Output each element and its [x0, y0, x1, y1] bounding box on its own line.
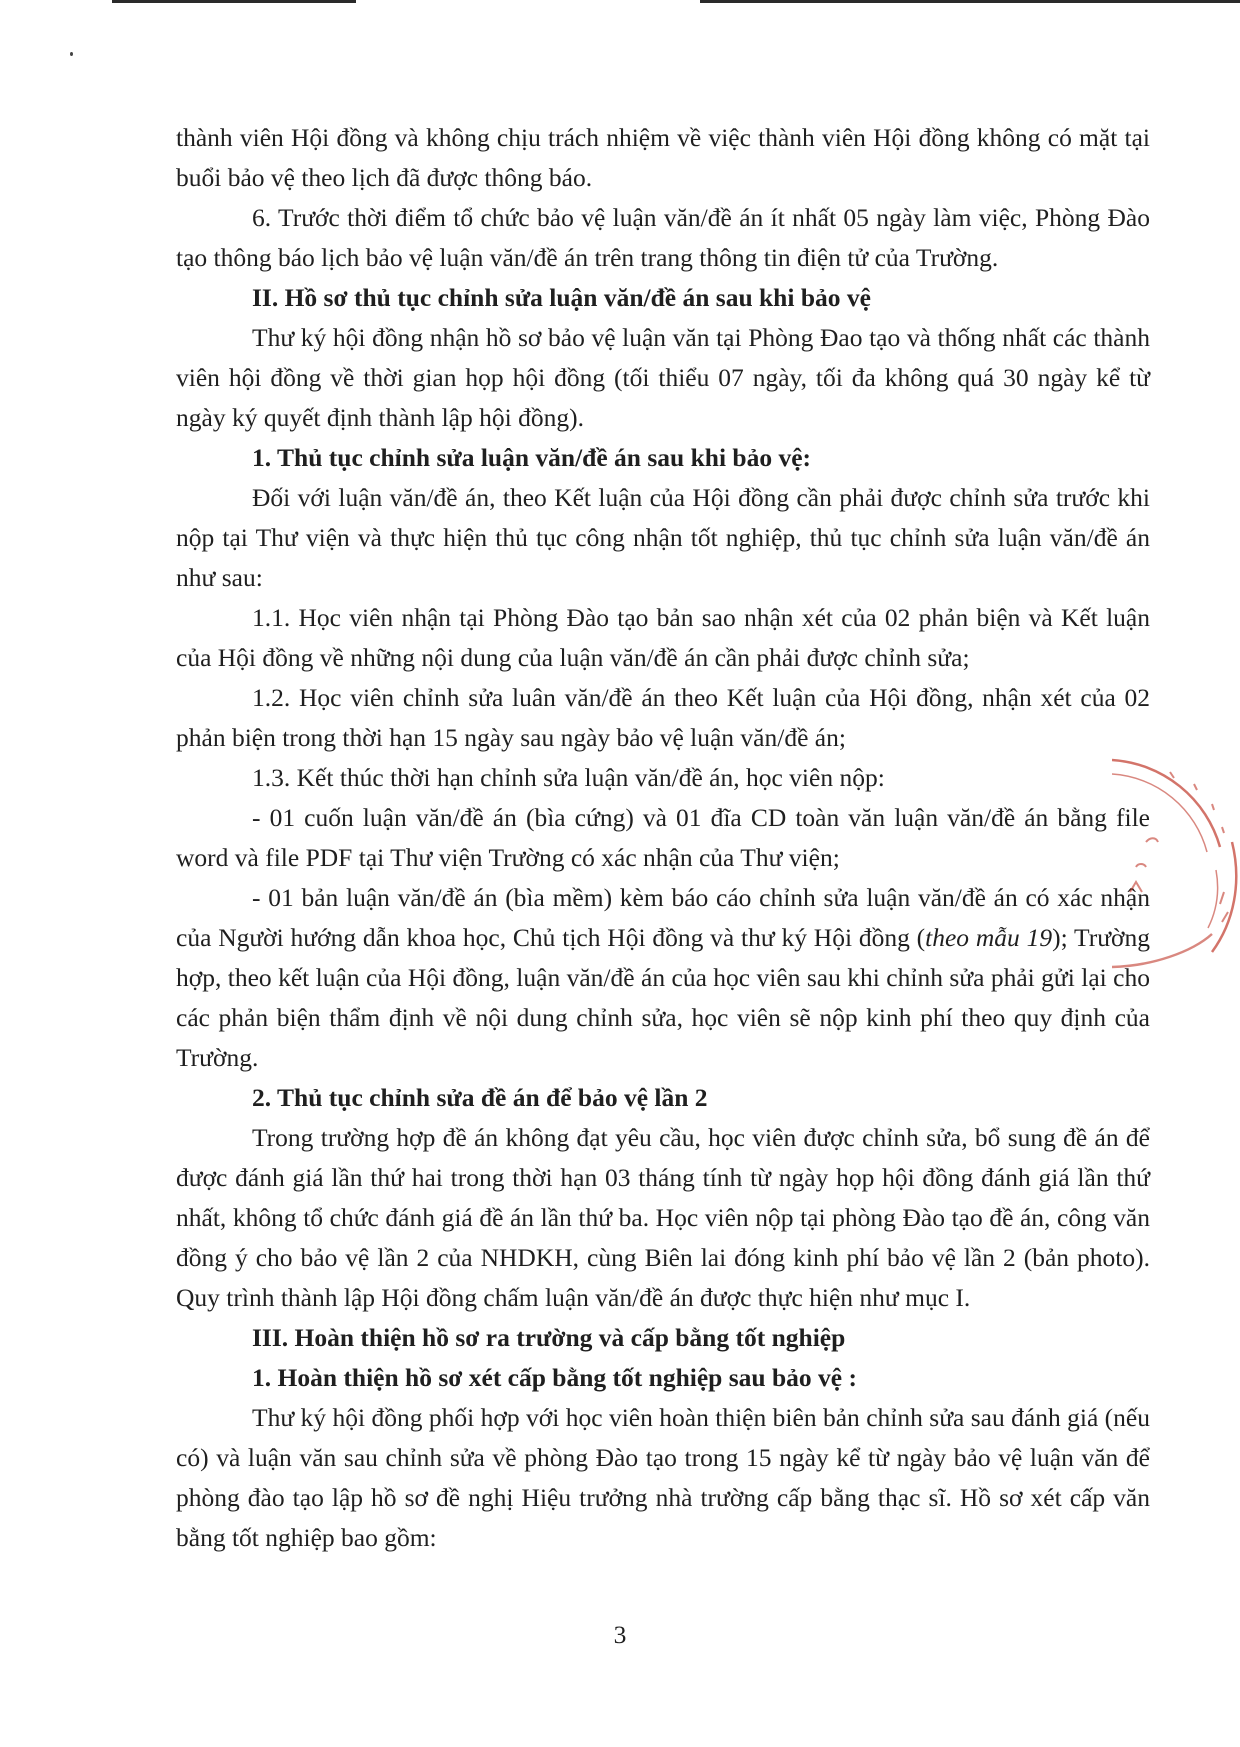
paragraph: 1.3. Kết thúc thời hạn chỉnh sửa luận văn/đề án, học viên nộp:: [252, 763, 885, 792]
paragraph: thành viên Hội đồng và không chịu trách nhiệm về việc thành viên Hội đồng không có mặt tại buổi bảo vệ theo lịch đã được thông báo.: [176, 123, 1150, 192]
paragraph: - 01 bản luận văn/đề án (bìa mềm) kèm báo cáo chỉnh sửa luận văn/đề án có xác nhận của Người hướng dẫn khoa học, Chủ tịch Hội đồng và thư ký Hội đồng (theo mẫu 19); Trường hợp, theo kết luận của Hội đồng, luận văn/đề án của học viên sau khi chỉnh sửa phải gửi lại cho các phản biện thẩm định về nội dung chỉnh sửa, học viên sẽ nộp kinh phí theo quy định của Trường.: [176, 883, 1151, 1072]
paragraph-text: - 01 bản luận văn/đề án (bìa mềm) kèm báo cáo chỉnh sửa luận văn/đề án có xác nhận của Người hướng dẫn khoa học, Chủ tịch Hội đồng và thư ký Hội đồng: [176, 883, 1150, 952]
page-number: 3: [613, 1620, 627, 1649]
paragraph: 6. Trước thời điểm tổ chức bảo vệ luận văn/đề án ít nhất 05 ngày làm việc, Phòng Đào tạo thông báo lịch bảo vệ luận văn/đề án trên trang thông tin điện tử của Trường.: [176, 203, 1150, 272]
document-body: [176, 118, 1150, 1558]
paragraph: Thư ký hội đồng nhận hồ sơ bảo vệ luận văn tại Phòng Đao tạo và thống nhất các thành viên hội đồng về thời gian họp hội đồng (tối thiểu 07 ngày, tối đa không quá 30 ngày kể từ ngày ký quyết định thành lập hội đồng).: [176, 323, 1150, 432]
form-reference: theo mẫu 19: [925, 923, 1053, 952]
seal-stamp: [1112, 752, 1240, 982]
paragraph: Thư ký hội đồng phối hợp với học viên hoàn thiện biên bản chỉnh sửa sau đánh giá (nếu có) và luận văn sau chỉnh sửa về phòng Đào tạo trong 15 ngày kể từ ngày bảo vệ luận văn để phòng đào tạo lập hồ sơ đề nghị Hiệu trưởng nhà trường cấp bằng thạc sĩ. Hồ sơ xét cấp văn bằng tốt nghiệp bao gồm:: [176, 1403, 1150, 1552]
scan-edge-right: [700, 0, 1240, 3]
paragraph: 1.1. Học viên nhận tại Phòng Đào tạo bản sao nhận xét của 02 phản biện và Kết luận của Hội đồng về những nội dung của luận văn/đề án cần phải được chỉnh sửa;: [176, 603, 1150, 672]
scan-edge-left: [112, 0, 356, 3]
scan-speck: [70, 52, 73, 56]
subsection-heading: 2. Thủ tục chỉnh sửa đề án để bảo vệ lần 2: [252, 1083, 708, 1112]
section-heading: III. Hoàn thiện hồ sơ ra trường và cấp bằng tốt nghiệp: [252, 1323, 846, 1352]
paragraph-text-continued: ; Trường hợp, theo kết luận của Hội đồng, luận văn/đề án của học viên sau khi chỉnh sửa phải gửi lại cho các phản biện thẩm định về nội dung chỉnh sửa, học viên sẽ nộp kinh phí theo quy định của Trường.: [176, 923, 1151, 1072]
paragraph: 1.2. Học viên chỉnh sửa luân văn/đề án theo Kết luận của Hội đồng, nhận xét của 02 phản biện trong thời hạn 15 ngày sau ngày bảo vệ luận văn/đề án;: [176, 683, 1150, 752]
subsection-heading: 1. Hoàn thiện hồ sơ xét cấp bằng tốt nghiệp sau bảo vệ :: [252, 1363, 857, 1392]
paragraph: Đối với luận văn/đề án, theo Kết luận của Hội đồng cần phải được chỉnh sửa trước khi nộp tại Thư viện và thực hiện thủ tục công nhận tốt nghiệp, thủ tục chỉnh sửa luận văn/đề án như sau:: [176, 483, 1150, 592]
subsection-heading: 1. Thủ tục chỉnh sửa luận văn/đề án sau khi bảo vệ:: [252, 443, 812, 472]
paragraph: Trong trường hợp đề án không đạt yêu cầu, học viên được chỉnh sửa, bổ sung đề án để được đánh giá lần thứ hai trong thời hạn 03 tháng tính từ ngày họp hội đồng đánh giá lần thứ nhất, không tổ chức đánh giá đề án lần thứ ba. Học viên nộp tại phòng Đào tạo đề án, công văn đồng ý cho bảo vệ lần 2 của NHDKH, cùng Biên lai đóng kinh phí bảo vệ lần 2 (bản photo). Quy trình thành lập Hội đồng chấm luận văn/đề án được thực hiện như mục I.: [176, 1123, 1150, 1312]
paragraph: - 01 cuốn luận văn/đề án (bìa cứng) và 01 đĩa CD toàn văn luận văn/đề án bằng file word và file PDF tại Thư viện Trường có xác nhận của Thư viện;: [176, 803, 1150, 872]
section-heading: II. Hồ sơ thủ tục chỉnh sửa luận văn/đề án sau khi bảo vệ: [252, 283, 871, 312]
